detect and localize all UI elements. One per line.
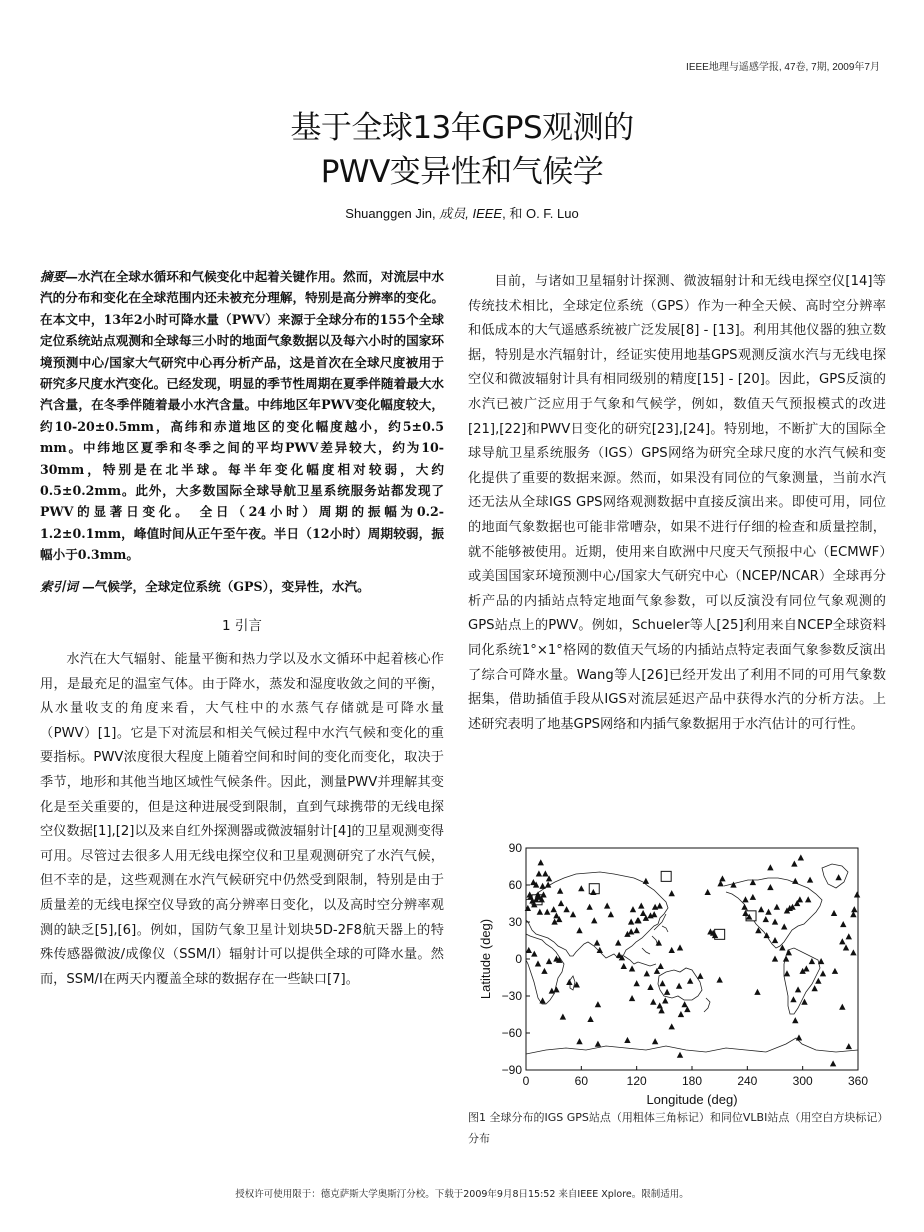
x-tick-label: 360: [847, 1074, 869, 1088]
section-heading-introduction: 1 引言: [222, 618, 262, 635]
author-role: 成员, IEEE: [439, 206, 503, 221]
abstract: [40, 266, 444, 566]
x-tick-label: 300: [792, 1074, 813, 1088]
x-axis-label: Longitude (deg): [646, 1092, 738, 1107]
figure-1-caption: 图1 全球分布的IGS GPS站点（用粗体三角标记）和同位VLBI站点（用空白方块标记）分布: [468, 1111, 883, 1145]
station-map-plot: [476, 838, 888, 1108]
index-terms: [40, 576, 444, 597]
author-conjunction: , 和: [502, 206, 526, 221]
index-terms-text: —气候学，全球定位系统（GPS），变异性，水汽。: [77, 578, 370, 594]
license-footer: 授权许可使用限于：德克萨斯大学奥斯汀分校。下载于2009年9月8日15:52 来自IEEE Xplore。限制适用。: [235, 1189, 689, 1200]
right-column: [468, 270, 886, 737]
intro-paragraph-2: 目前，与诸如卫星辐射计探测、微波辐射计和无线电探空仪[14]等传统技术相比，全球定位系统（GPS）作为一种全天候、高时空分辨率和低成本的大气遥感系统被广泛发展[8] - [13]。利用其他仪器的独立数据，特别是水汽辐射计，经证实使用地基GPS观测反演水汽与无线电探空仪和微波辐射计具有相同级别的精度[15] - [20]。因此，GPS反演的水汽已被广泛应用于气象和气候学，例如，数值天气预报模式的改进[21],[22]和PWV日变化的研究[23],[24]。特别地，不断扩大的国际全球导航卫星系统服务（IGS）GPS网络为研究全球尺度的水汽气候和变化提供了重要的数据来源。然而，如果没有同位的气象测量，当前水汽还无法从全球IGS GPS网络观测数据中直接反演出来。即使可用，同位的地面气象数据也可能非常嘈杂，如果不进行仔细的检查和质量控制，就不能够被使用。近期，使用来自欧洲中尺度天气预报中心（ECMWF）或美国国家环境预测中心/国家大气研究中心（NCEP/NCAR）全球再分析产品的内插站点特定地面气象参数，可以反演没有同位气象观测的GPS站点上的PWV。例如，Schueler等人[25]利用来自NCEP全球资料同化系统1°×1°格网的数值天气场的内插站点特定表面气象参数反演出了综合可降水量。Wang等人[26]已经开发出了利用不同的可用气象数据集，借助插值手段从IGS对流层延迟产品中获得水汽的分析方法。上述研究表明了地基GPS网络和内插气象数据用于水汽估计的可行性。: [468, 274, 886, 732]
paper-title: [0, 106, 924, 194]
x-tick-label: 0: [522, 1074, 530, 1088]
intro-paragraph-1: 水汽在大气辐射、能量平衡和热力学以及水文循环中起着核心作用，是最充足的温室气体。由于降水，蒸发和湿度收敛之间的平衡，从水量收支的角度来看，大气柱中的水蒸气存储就是可降水量（PWV）[1]。它是下对流层和相关气候过程中水汽气候和变化的重要指标。PWV浓度很大程度上随着空间和时间的变化而变化，取决于季节，地形和其他当地区域性气候条件。因此，测量PWV并理解其变化是至关重要的，但是这种进展受到限制，直到气球携带的无线电探空仪数据[1],[2]以及来自红外探测器或微波辐射计[4]的卫星观测变得可用。尽管过去很多人用无线电探空仪和卫星观测研究了水汽气候，但不幸的是，这些观测在水汽气候研究中仍然受到限制，特别是由于质量差的无线电探空仪导致的高分辨率日变化，以及高时空分辨率观测的缺乏[5],[6]。例如，国防气象卫星计划块5D-2F8航天器上的特殊传感器微波/成像仪（SSM/I）辐射计可以提供全球的可降水量。然而，SSM/I在两天内覆盖全球的数据存在一些缺口[7]。: [40, 652, 444, 987]
abstract-lead: 摘要: [40, 269, 66, 284]
x-tick-label: 60: [574, 1074, 589, 1088]
y-axis-label: Latitude (deg): [478, 918, 493, 1000]
author-name-1: Shuanggen Jin,: [345, 206, 440, 221]
title-line-2: PWV变异性和气候学: [320, 154, 604, 190]
figure-1-station-map: [476, 838, 888, 1108]
x-tick-label: 240: [737, 1074, 758, 1088]
author-line: [0, 203, 924, 222]
x-tick-label: 120: [626, 1074, 647, 1088]
y-tick-label: −90: [501, 1063, 522, 1077]
author-name-2: O. F. Luo: [525, 206, 579, 221]
y-tick-label: 0: [515, 952, 522, 966]
index-terms-lead: 索引词: [40, 578, 78, 594]
y-tick-label: 60: [508, 878, 522, 892]
title-line-1: 基于全球13年GPS观测的: [290, 110, 634, 146]
y-tick-label: 30: [508, 915, 522, 929]
vlbi-station-marker: [661, 871, 671, 881]
y-tick-label: 90: [508, 841, 522, 855]
y-tick-label: −60: [501, 1026, 522, 1040]
running-head: IEEE地理与遥感学报, 47卷, 7期, 2009年7月: [686, 62, 880, 73]
y-tick-label: −30: [501, 989, 522, 1003]
left-column: [40, 266, 444, 992]
abstract-text: —水汽在全球水循环和气候变化中起着关键作用。然而，对流层中水汽的分布和变化在全球范围内还未被充分理解，特别是高分辨率的变化。在本文中，13年2小时可降水量（PWV）来源于全球分布的155个全球定位系统站点观测和全球每三小时的地面气象数据以及每六小时的国家环境预测中心/国家大气研究中心再分析产品，这是首次在全球尺度被用于研究多尺度水汽变化。已经发现，明显的季节性周期在夏季伴随着最大水汽含量，在冬季伴随着最小水汽含量。中纬地区年PWV变化幅度较大，约10-20±0.5mm，高纬和赤道地区的变化幅度越小，约5±0.5 mm。中纬地区夏季和冬季之间的平均PWV差异较大，约为10-30mm，特别是在北半球。每半年变化幅度相对较弱，大约0.5±0.2mm。此外，大多数国际全球导航卫星系统服务站都发现了PWV的显著日变化。 全日（24小时）周期的振幅为0.2-1.2±0.1mm，峰值时间从正午至午夜。半日（12小时）周期较弱，振幅小于0.3mm。: [40, 269, 445, 563]
x-tick-label: 180: [681, 1074, 703, 1088]
